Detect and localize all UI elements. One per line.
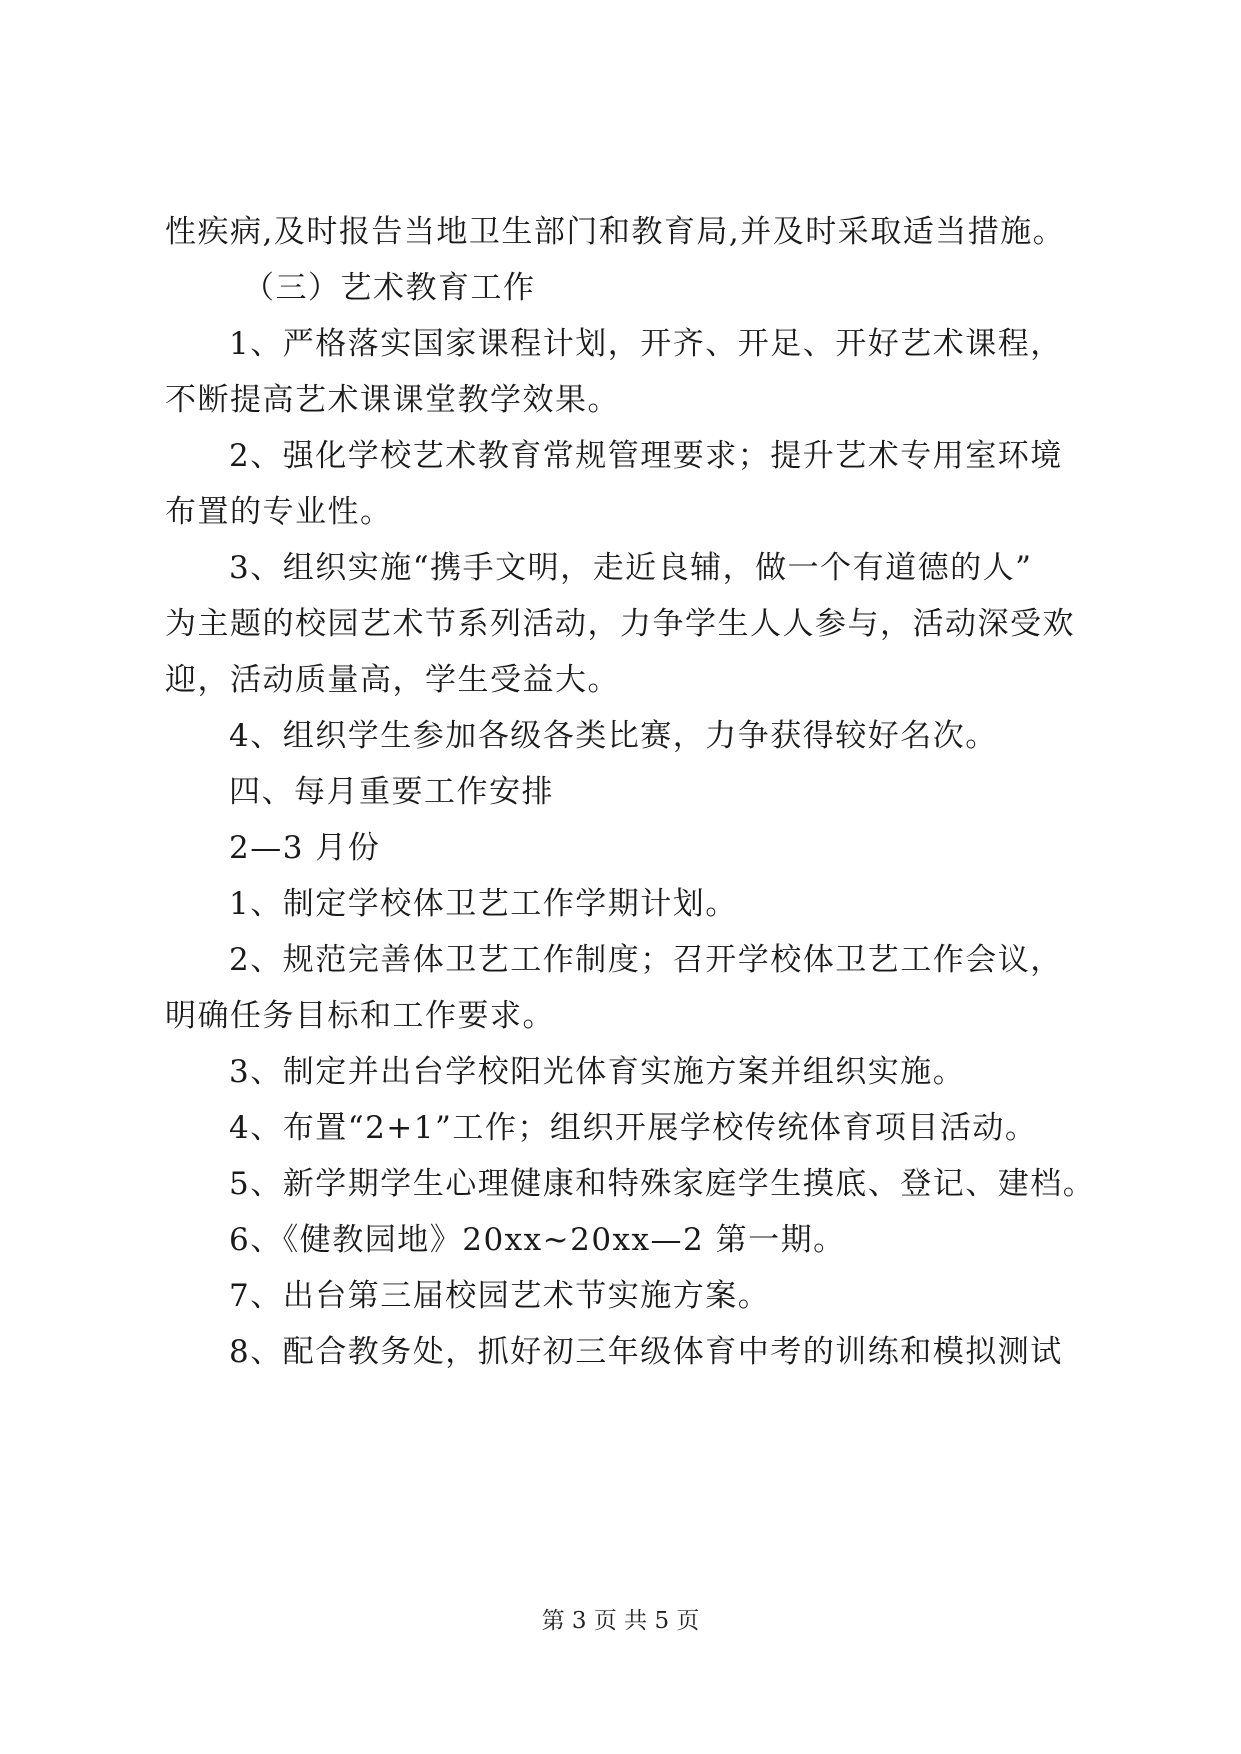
page-footer: 第 3 页 共 5 页 [541, 1608, 700, 1634]
section-heading: 四、每月重要工作安排 [229, 774, 554, 810]
text-line: 5、新学期学生心理健康和特殊家庭学生摸底、登记、建档。 [229, 1166, 1096, 1202]
text-line: 1、严格落实国家课程计划，开齐、开足、开好艺术课程， [229, 326, 1063, 362]
text-line: 明确任务目标和工作要求。 [165, 998, 555, 1034]
text-line: 为主题的校园艺术节系列活动，力争学生人人参与，活动深受欢 [165, 606, 1075, 642]
sub-heading: 2—3 月份 [229, 830, 381, 866]
text-line: 性疾病,及时报告当地卫生部门和教育局,并及时采取适当措施。 [165, 214, 1066, 250]
text-line: 迎，活动质量高，学生受益大。 [165, 662, 620, 698]
text-line: 4、组织学生参加各级各类比赛，力争获得较好名次。 [229, 718, 998, 754]
text-line: 1、制定学校体卫艺工作学期计划。 [229, 886, 738, 922]
text-line: 2、强化学校艺术教育常规管理要求；提升艺术专用室环境 [229, 438, 1063, 474]
text-line: 7、出台第三届校园艺术节实施方案。 [229, 1278, 771, 1314]
text-line: 3、组织实施“携手文明，走近良辅，做一个有道德的人” [229, 550, 1033, 586]
text-line: 3、制定并出台学校阳光体育实施方案并组织实施。 [229, 1054, 966, 1090]
text-line: 2、规范完善体卫艺工作制度；召开学校体卫艺工作会议， [229, 942, 1063, 978]
text-line: 8、配合教务处，抓好初三年级体育中考的训练和模拟测试 [229, 1334, 1063, 1370]
text-line: 布置的专业性。 [165, 494, 393, 530]
section-heading: （三）艺术教育工作 [243, 270, 536, 306]
text-line: 6、《健教园地》20xx~20xx—2 第一期。 [229, 1222, 846, 1258]
text-line: 4、布置“2+1”工作；组织开展学校传统体育项目活动。 [229, 1110, 1038, 1146]
text-line: 不断提高艺术课课堂教学效果。 [165, 382, 620, 418]
